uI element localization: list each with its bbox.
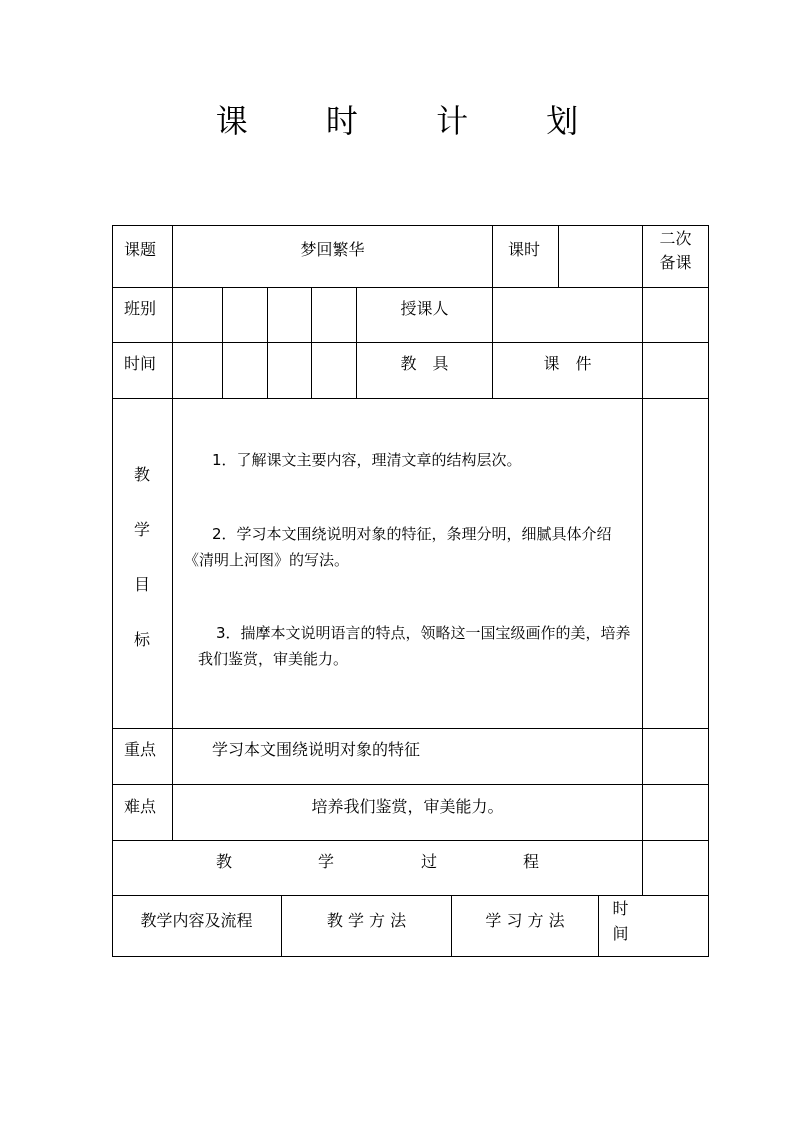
process-char: 学	[318, 852, 335, 871]
objective-item: 2．学习本文围绕说明对象的特征，条理分明，细腻具体介绍《清明上河图》的写法。	[184, 525, 612, 569]
key-point-label: 重点	[124, 740, 157, 759]
page-title: 课 时 计 划	[215, 102, 613, 140]
column-divider	[172, 225, 173, 840]
courseware-label: 课 件	[543, 354, 592, 373]
topic-label: 课题	[124, 240, 157, 259]
second-prep-line2: 备课	[659, 253, 692, 272]
teacher-label: 授课人	[400, 299, 449, 318]
content-column-header: 教学内容及流程	[140, 911, 253, 930]
teaching-method-header: 教 学 方 法	[326, 911, 407, 930]
table-border-bottom	[112, 956, 709, 957]
time-column-header: 时	[612, 899, 629, 918]
row-divider	[112, 895, 709, 896]
period-label: 课时	[508, 240, 541, 259]
second-prep-line1: 二次	[659, 229, 692, 248]
key-point-text: 学习本文围绕说明对象的特征	[212, 740, 421, 759]
difficulty-text: 培养我们鉴赏，审美能力。	[311, 797, 504, 816]
process-char: 教	[216, 852, 233, 871]
column-divider	[492, 287, 493, 398]
objective-item: 1．了解课文主要内容，理清文章的结构层次。	[212, 451, 522, 469]
column-divider	[311, 287, 312, 398]
process-char: 过	[421, 852, 438, 871]
table-border-right	[708, 225, 709, 957]
row-divider	[112, 728, 709, 729]
teaching-aids-label: 教 具	[400, 354, 449, 373]
lesson-plan-table	[112, 225, 709, 957]
learning-method-header: 学 习 方 法	[485, 911, 565, 930]
difficulty-label: 难点	[124, 797, 157, 816]
objectives-label-char: 标	[134, 630, 151, 649]
topic-value: 梦回繁华	[300, 240, 365, 259]
row-divider	[112, 342, 709, 343]
column-divider	[642, 225, 643, 896]
column-divider	[558, 225, 559, 287]
column-divider	[222, 287, 223, 398]
class-label: 班别	[124, 299, 157, 318]
row-divider	[112, 398, 709, 399]
table-border-left	[112, 225, 113, 957]
process-char: 程	[523, 852, 540, 871]
table-border-top	[112, 225, 709, 226]
row-divider	[112, 287, 709, 288]
objectives-label-char: 目	[134, 575, 151, 594]
row-divider	[112, 784, 709, 785]
objectives-label-char: 学	[134, 520, 151, 539]
objective-item: 3．揣摩本文说明语言的特点，领略这一国宝级画作的美，培养我们鉴赏，审美能力。	[198, 624, 631, 668]
column-divider	[492, 225, 493, 287]
row-divider	[112, 840, 709, 841]
time-column-header: 间	[612, 924, 629, 943]
column-divider	[267, 287, 268, 398]
objectives-label-char: 教	[134, 465, 151, 484]
time-label: 时间	[124, 354, 157, 373]
